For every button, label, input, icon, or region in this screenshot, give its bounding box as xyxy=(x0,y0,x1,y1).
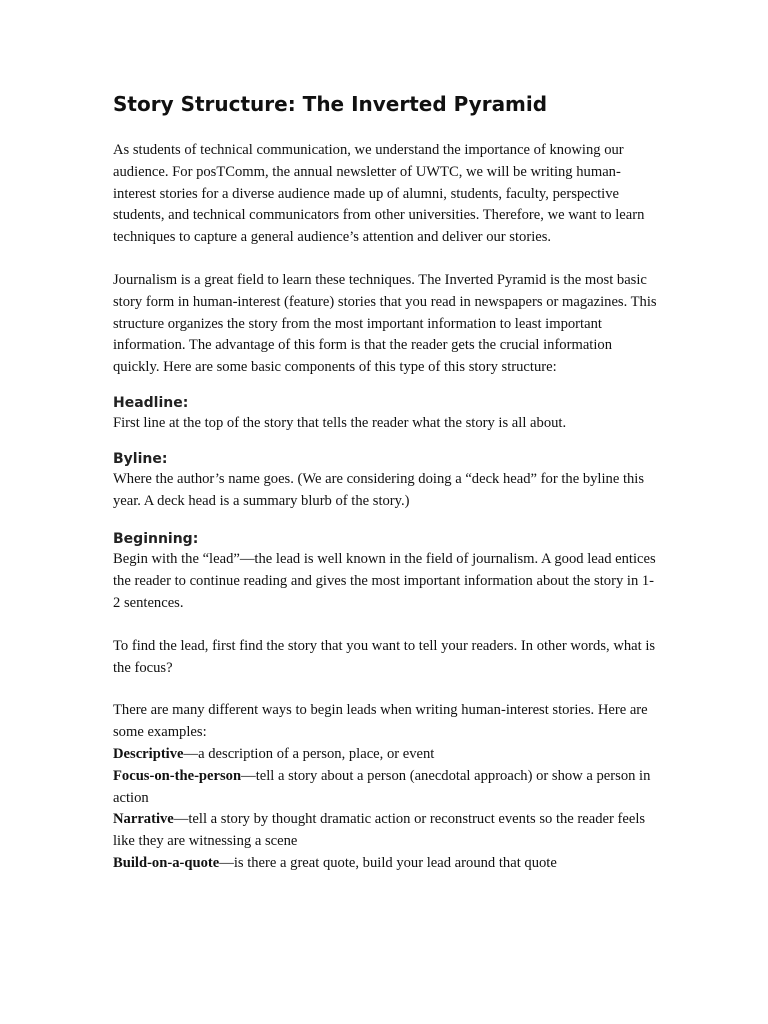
lead-type-item xyxy=(113,809,658,853)
document-page xyxy=(113,88,658,875)
lead-type-description: —tell a story about a person (anecdotal approach) or show a person in action xyxy=(113,767,651,806)
intro-paragraph-2: Journalism is a great field to learn these techniques. The Inverted Pyramid is the most basic story form in human-interest (feature) stories that you read in newspapers or magazines. This structure organizes the story from the most important information to least important information. The advantage of this form is that the reader gets the crucial information quickly. Here are some basic components of this type of this story structure: xyxy=(113,271,657,376)
intro-paragraph-1: As students of technical communication, we understand the importance of knowing our audience. For posTComm, the annual newsletter of UWTC, we will be writing human-interest stories for a diverse audience made up of alumni, students, faculty, perspective students, and technical communicators from other universities. Therefore, we want to learn techniques to capture a general audience’s attention and deliver our stories. xyxy=(113,142,645,246)
beginning-heading: Beginning: xyxy=(113,531,199,548)
lead-type-description: —tell a story by thought dramatic action or reconstruct events so the reader feels like they are witnessing a scene xyxy=(113,811,646,850)
page-title: Story Structure: The Inverted Pyramid xyxy=(113,92,548,116)
lead-type-description: —is there a great quote, build your lead around that quote xyxy=(219,854,557,871)
byline-text: Where the author’s name goes. (We are considering doing a “deck head” for the byline this year. A deck head is a summary blurb of the story.) xyxy=(113,470,645,509)
lead-type-item xyxy=(113,766,658,810)
lead-type-item xyxy=(113,744,658,766)
lead-type-item xyxy=(113,853,658,875)
lead-type-description: —a description of a person, place, or event xyxy=(183,745,435,762)
headline-text: First line at the top of the story that tells the reader what the story is all about. xyxy=(113,414,567,431)
headline-heading: Headline: xyxy=(113,394,189,411)
lead-type-term: Narrative xyxy=(113,811,174,828)
lead-type-term: Descriptive xyxy=(113,745,184,762)
beginning-paragraph-2: To find the lead, first find the story that you want to tell your readers. In other words, what is the focus? xyxy=(113,637,656,676)
lead-type-term: Build-on-a-quote xyxy=(113,854,220,871)
lead-type-term: Focus-on-the-person xyxy=(113,767,242,784)
beginning-paragraph-1: Begin with the “lead”—the lead is well known in the field of journalism. A good lead entices the reader to continue reading and gives the most important information about the story in 1-2 sentences. xyxy=(113,551,656,611)
beginning-paragraph-3: There are many different ways to begin leads when writing human-interest stories. Here are some examples: xyxy=(113,702,648,741)
byline-heading: Byline: xyxy=(113,450,168,467)
